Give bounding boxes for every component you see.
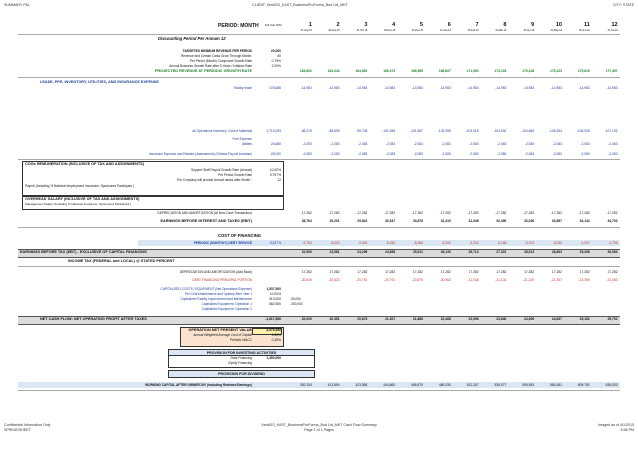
cell: 34,702 [607, 219, 618, 223]
remun-label: Payroll (Including % National employment Insurance, Sponsored Participant ) [25, 184, 134, 188]
cell: -20,963 [439, 278, 451, 282]
cell: -2,083 [358, 152, 368, 156]
cell: 23,640 [496, 317, 507, 321]
cell: -99,708 [356, 129, 368, 133]
cell: -2,083 [524, 142, 535, 146]
cell: 20,351 [329, 317, 340, 321]
equity-financing-label: Equity Financing [228, 361, 252, 365]
month-dates [286, 30, 620, 32]
month-number: 8 [503, 22, 507, 28]
divider [18, 227, 620, 228]
cell: 30,347 [385, 219, 396, 223]
header-left: SUMMARY P&L [4, 3, 31, 7]
cell: -103,015 [465, 129, 479, 133]
insurance-values [286, 153, 620, 156]
cell: 28,663 [551, 250, 562, 254]
cell: -2,083 [441, 152, 451, 156]
cell: -2,083 [469, 152, 479, 156]
cell: 26,714 [468, 250, 479, 254]
periodic-wacc-label: Periodic WACC [229, 338, 252, 342]
cell: -17,282 [300, 211, 312, 215]
month-number: 9 [531, 22, 535, 28]
financing-label: PERIODIC (MONTHLY) DEBT SERVICE [193, 240, 252, 245]
cell: -20,630 [300, 278, 312, 282]
divider [18, 159, 620, 160]
month-number: 4 [392, 22, 396, 28]
cell: -17,282 [328, 211, 340, 215]
cell: -21,133 [495, 278, 507, 282]
cell: -17,282 [411, 211, 423, 215]
debt-principal-values [286, 279, 620, 282]
cell: 29,296 [579, 250, 590, 254]
ebt-values [286, 251, 620, 254]
cell: 31,948 [468, 219, 479, 223]
cell: -21,483 [606, 278, 618, 282]
cell: 22,468 [440, 317, 451, 321]
header-center: CLIENT: XeraSIS_KAST_BusinessProForma_Bud Ltd_MKT [252, 3, 348, 7]
cogs-total: 1,715,093 [266, 129, 281, 133]
discount-title: Discounting Period Per Annum 12 [158, 36, 226, 41]
month-date: 31-Dec-15 [411, 29, 423, 32]
cell: 168,807 [438, 69, 451, 73]
cell: -2,083 [580, 142, 590, 146]
financing-total: 5,437% [269, 240, 281, 245]
utilities-label: Utilities [241, 142, 252, 146]
cell: -14,983 [578, 86, 590, 90]
ebit-label: EARNINGS BEFORE INTEREST AND TAXES (EBIT) [160, 219, 252, 223]
cell: -5,036 [552, 240, 562, 245]
cell: -14,983 [411, 86, 423, 90]
working-capital-values [286, 384, 620, 387]
cell: 27,322 [496, 250, 507, 254]
cell: -17,282 [495, 211, 507, 215]
net-cash-label: NET CASH FLOW: NET OPERATING PROFIT AFTER TAXES [40, 317, 147, 321]
projected-revenue-label: PROJECTED REVENUE AT PERIODIC GROWTH RATE [154, 69, 252, 73]
cell: -14,983 [439, 86, 451, 90]
month-date: 31-Jul-16 [607, 29, 618, 32]
cell: 21,886 [412, 317, 423, 321]
revenue-label: Per Period (Month) Compound Growth Rate [189, 59, 252, 63]
cell: 28,013 [524, 250, 535, 254]
dep-addback-label: DEPRECIATION AND AMORTIZATION (Add Back) [179, 270, 252, 274]
cell: 423,556 [355, 382, 368, 387]
cell: -5,234 [469, 240, 479, 245]
cell: 26,130 [440, 250, 451, 254]
cell: 22,098 [468, 317, 479, 321]
cell: -2,083 [385, 142, 396, 146]
month-number: 7 [475, 22, 479, 28]
cell: -21,307 [550, 278, 562, 282]
cell: 17,282 [357, 270, 368, 274]
cell: 17,282 [412, 270, 423, 274]
cell: 17,282 [468, 270, 479, 274]
cell: -98,219 [300, 129, 312, 133]
overhead-title: OVERHEAD SALARY (INCLUSIVE OF TAX AND ASSIGNMENTS) [25, 197, 140, 201]
month-date: 31-May-16 [550, 29, 562, 32]
cell: -20,823 [328, 278, 340, 282]
cell: -2,083 [497, 152, 507, 156]
cell: -2,083 [469, 142, 479, 146]
cell: -2,083 [497, 142, 507, 146]
month-number: 3 [364, 22, 368, 28]
revenue-value: 20,000 [270, 49, 281, 53]
cell: 175,128 [522, 69, 535, 73]
cell: 559,953 [522, 382, 535, 387]
revenue-value: 60 [277, 54, 281, 58]
cell: 635,533 [605, 382, 618, 387]
cell: 17,282 [524, 270, 535, 274]
cell: -20,876 [411, 278, 423, 282]
cell: -14,983 [606, 86, 618, 90]
cell: -21,048 [467, 278, 479, 282]
cell: -103,632 [493, 129, 507, 133]
cell: -17,282 [439, 211, 451, 215]
capital-value: 10.00% [269, 292, 281, 296]
income-tax-title: INCOME TAX (FEDERAL and LOCAL) @ STATED PERCENT [68, 259, 175, 263]
cell: -2,083 [441, 142, 451, 146]
remun-label: Support Staff Payroll Growth Rate (Annual) [191, 168, 252, 172]
cell: 29,822 [357, 219, 368, 223]
capital-value: 1,537,500 [266, 287, 281, 291]
month-number: 10 [555, 22, 562, 28]
cell: -17,282 [522, 211, 535, 215]
month-date: 31-Oct-15 [356, 29, 368, 32]
revenue-label: Revenue and Certain Costs Grow Through Month: [181, 54, 252, 58]
debt-financing-value: 1,450,000 [266, 356, 281, 360]
cell: -14,983 [495, 86, 507, 90]
cell: 512,307 [466, 382, 479, 387]
cell: 17,282 [551, 270, 562, 274]
cell: 166,565 [411, 69, 423, 73]
month-date: 30-Nov-15 [384, 29, 396, 32]
cell: -2,083 [302, 152, 312, 156]
debt-principal-label: DEBT FINANCING PRINCIPAL PORTION [192, 278, 252, 282]
cell: -5,450 [385, 240, 396, 245]
dep-addback-values [286, 271, 620, 274]
cell: -2,083 [385, 152, 396, 156]
remun-value: 0.797% [269, 173, 281, 177]
cell: 34,142 [579, 219, 590, 223]
cell: 175,123 [550, 69, 562, 73]
cell: 20,673 [357, 317, 368, 321]
cell: 23,581 [329, 250, 340, 254]
revenue-value: 2.00% [271, 64, 281, 68]
cell: 444,860 [383, 382, 396, 387]
cell: 17,282 [301, 270, 312, 274]
working-capital-label: WORKING CAPITAL AFTER OWNER DIV (Including Retained Earnings) [145, 382, 252, 387]
cell: -2,083 [608, 142, 618, 146]
depreciation-values [286, 212, 620, 215]
footer-left-1: Confidential Information Only [4, 423, 51, 427]
cell: -14,983 [300, 86, 312, 90]
cell: -4,947 [580, 240, 590, 245]
capital-value: 682,500 [269, 302, 281, 306]
cell: -21,395 [578, 278, 590, 282]
wacc-label: Annual Weighted Average Cost of Capital [193, 333, 252, 337]
overhead-sub: Management Salary (Including % National Insurance, Sponsored Participant ) [25, 202, 132, 206]
cell: -5,366 [413, 240, 423, 245]
cell: -14,983 [328, 86, 340, 90]
remun-value: 12 [277, 178, 281, 182]
cell: 20,000 [301, 317, 312, 321]
cell: 17,282 [440, 270, 451, 274]
cell: -98,899 [328, 129, 340, 133]
month-number: 1 [308, 22, 312, 28]
footer-right-2: 6:58 PM [620, 428, 634, 432]
cell: -14,983 [467, 86, 479, 90]
footer-left-2: SPREADSHEET [4, 428, 31, 432]
net-cash-values [286, 318, 620, 321]
facility-lease-total: 178,686 [269, 86, 281, 90]
capital-label: Capitalized Equipment: Operation 2 [201, 307, 252, 311]
cell: 22,990 [301, 250, 312, 254]
utilities-total: 25,680 [270, 142, 281, 146]
remun-label: Per Period Growth Rate [218, 173, 252, 177]
cell: 17,282 [607, 270, 618, 274]
revenue-label: TARGETED MINIMUM REVENUE PER PERIOD [182, 49, 252, 53]
remun-label: The Company will provide Annual raises after Month : [176, 178, 252, 182]
cell: 171,053 [466, 69, 479, 73]
cell: -107,192 [604, 129, 618, 133]
spreadsheet [18, 22, 620, 420]
cell: -2,083 [302, 142, 312, 146]
cell: -5,168 [497, 240, 507, 245]
cell: -17,282 [550, 211, 562, 215]
divider [18, 77, 620, 78]
cell: -5,764 [302, 240, 312, 245]
cell: 29,983 [607, 250, 618, 254]
cell: 163,602 [299, 69, 312, 73]
month-date: 30-Sep-15 [328, 29, 340, 32]
revenue-value: 0.79% [271, 59, 281, 63]
cogs-values [286, 130, 620, 133]
cell: -20,791 [356, 278, 368, 282]
cell: 175,619 [577, 69, 590, 73]
period-sub: Full Year SUM [265, 24, 282, 27]
cell: -17,282 [356, 211, 368, 215]
facility-lease-label: Facility lease [233, 86, 252, 90]
cell: -2,083 [608, 152, 618, 156]
cell: 466,879 [411, 382, 423, 387]
periodic-wacc-value: 0.45% [271, 338, 281, 342]
footer-center-1: XeraSIS_KAST_BusinessProForma_Bud Ltd_MKT Cash Flow Summary [261, 423, 377, 427]
cell: -2,083 [580, 152, 590, 156]
month-numbers [286, 23, 620, 29]
cell: -14,983 [356, 86, 368, 90]
cell: -2,083 [413, 142, 423, 146]
insurance-label: Insurance Expense and Related (Assessment) (Follows Payroll increase) [148, 152, 252, 156]
remun-value: 10.00% [269, 168, 281, 172]
capital-label: Per Cent Maintenance and Upkeep After Year 1 [184, 292, 252, 296]
cell: 24,296 [357, 250, 368, 254]
facility-lease-values [286, 87, 620, 90]
cell: -2,083 [413, 152, 423, 156]
month-number: 6 [447, 22, 451, 28]
footer-center-2: Page 1 of 1 Pages [304, 428, 334, 432]
provision-dividend-title: PROVISION FOR DIVIDEND [168, 370, 315, 378]
cell: -2,083 [552, 142, 562, 146]
cell: -14,983 [550, 86, 562, 90]
period-title: PERIOD: MONTH [218, 23, 259, 29]
month-date: 30-Apr-16 [523, 29, 535, 32]
footer-right-1: Imaged as of 4/1/2015 [598, 423, 634, 427]
capital-value-2: -30,000 [290, 297, 301, 301]
cell: 535,977 [494, 382, 507, 387]
ebit-values [286, 220, 620, 223]
cell: -17,282 [606, 211, 618, 215]
cell: 584,481 [550, 382, 562, 387]
wacc-value: 5.50% [271, 333, 281, 337]
cell: 17,282 [496, 270, 507, 274]
leases-title: LEASE, PPE, INVENTORY, UTILITIES, AND INSURANCE EXPENSE [40, 80, 159, 84]
cell: 24,637 [551, 317, 562, 321]
cell: 24,896 [385, 250, 396, 254]
revenue-label: Annual Business Growth Rate after 5 Years / Inflation Rate [169, 64, 252, 68]
capital-value: 313,000 [269, 297, 281, 301]
cell: 25,752 [607, 317, 618, 321]
fuel-expense-label: Fuel Expense [232, 137, 252, 141]
cell: -14,983 [384, 86, 396, 90]
cell: 24,006 [524, 317, 535, 321]
cell: 32,490 [496, 219, 507, 223]
financing-title: COST OF FINANCING [218, 233, 262, 238]
cell: 392,334 [299, 382, 312, 387]
cell: -5,620 [330, 240, 340, 245]
capital-value-2: -300,000 [290, 302, 303, 306]
cell: 166,473 [383, 69, 396, 73]
projected-revenue-values [286, 70, 620, 73]
divider [18, 390, 620, 391]
cell: -5,103 [524, 240, 535, 245]
period-row [18, 22, 620, 32]
debt-financing-label: Debt Financing [230, 356, 252, 360]
cell: -101,567 [409, 129, 423, 133]
month-number: 12 [611, 22, 618, 28]
capital-label: Capitalized Equipment: Operation 1 [201, 302, 252, 306]
cell: 17,282 [385, 270, 396, 274]
cell: 17,282 [579, 270, 590, 274]
month-date: 29-Feb-16 [467, 29, 479, 32]
cell: -4,798 [608, 240, 618, 245]
capital-label: Capitalized Facility Improvement and Maintenance [180, 297, 252, 301]
cell: 177,457 [605, 69, 618, 73]
month-number: 2 [336, 22, 340, 28]
cell: 33,587 [551, 219, 562, 223]
cell: -105,928 [576, 129, 590, 133]
cell: -17,282 [384, 211, 396, 215]
cell: -14,983 [522, 86, 535, 90]
cell: 28,764 [301, 219, 312, 223]
cell: 17,282 [329, 270, 340, 274]
cell: 164,243 [327, 69, 340, 73]
cell: -5,525 [358, 240, 368, 245]
cell: -17,282 [578, 211, 590, 215]
cell: -2,083 [524, 152, 535, 156]
utilities-values [286, 143, 620, 146]
cell: -21,220 [522, 278, 535, 282]
ebt-label: EARNINGS BEFORE TAX (EBT) - EXCLUSIVE OF CAPITAL FINANCING [20, 250, 147, 254]
month-date: 31-Aug-15 [300, 29, 312, 32]
cell: -101,085 [382, 129, 396, 133]
cell: -17,282 [467, 211, 479, 215]
cogs-label: All Operations Inventory: Cost of Materials [192, 129, 252, 133]
month-number: 5 [419, 22, 423, 28]
net-cash-total: -1,817,666 [265, 317, 281, 321]
cell: 29,201 [329, 219, 340, 223]
month-date: 31-Mar-16 [495, 29, 507, 32]
cell: -20,791 [384, 278, 396, 282]
cell: 173,193 [494, 69, 507, 73]
month-number: 11 [583, 22, 590, 28]
cell: -102,395 [437, 129, 451, 133]
financing-values [286, 242, 620, 245]
cell: -2,083 [330, 142, 340, 146]
month-date: 31-Jan-16 [440, 29, 451, 32]
cell: 164,852 [355, 69, 368, 73]
cell: 33,036 [524, 219, 535, 223]
cell: 21,307 [385, 317, 396, 321]
cell: -105,284 [548, 129, 562, 133]
insurance-total: 25,000 [270, 152, 281, 156]
npv-value: 4,576,480 [266, 328, 281, 332]
header-right: CITY: STATE [612, 3, 634, 7]
cell: 609,752 [577, 382, 590, 387]
provision-investing-title: PROVISION FOR INVESTING ACTIVITIES [168, 349, 315, 357]
divider [18, 266, 620, 267]
month-date: 30-Jun-16 [579, 29, 590, 32]
cell: 25,152 [579, 317, 590, 321]
cell: -104,669 [521, 129, 535, 133]
cell: -2,083 [330, 152, 340, 156]
cell: -5,300 [441, 240, 451, 245]
npv-label: OPERATION NET PRESENT VALUE [188, 328, 252, 332]
cogs-remuneration-title: COGs REMUNERATION (INCLUSIVE OF TAX AND ASSIGNMENTS) [25, 162, 144, 166]
cell: 31,410 [440, 219, 451, 223]
cell: -2,083 [358, 142, 368, 146]
capital-label: CAPITALIZED COSTS / EQUIPMENT (Net Operations Expense) [160, 287, 252, 291]
divider [18, 34, 620, 35]
cell: 412,694 [327, 382, 340, 387]
cell: 489,330 [438, 382, 451, 387]
cell: 30,876 [412, 219, 423, 223]
cell: 25,511 [413, 250, 423, 254]
depreciation-label: DEPRECIATION AND AMORTIZATION (At New Cash Transaction) [157, 211, 252, 215]
cell: -2,083 [552, 152, 562, 156]
